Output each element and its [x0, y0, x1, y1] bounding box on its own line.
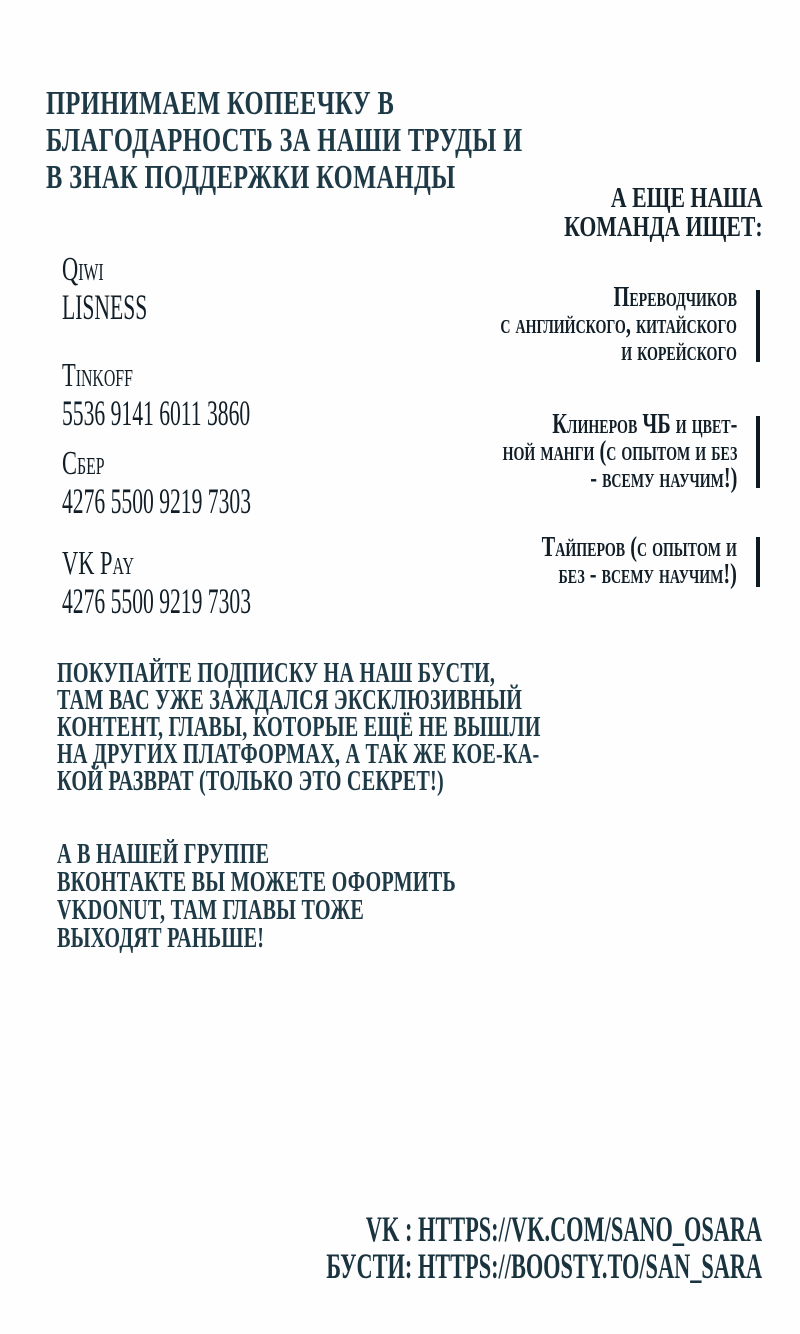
recruiting-item-line: - всему научим!)	[589, 462, 737, 494]
payment-method-name: Tinkoff	[62, 357, 133, 394]
donation-headline	[46, 85, 523, 196]
payment-method-name: Qiwi	[62, 251, 104, 288]
boosty-promo-line: ТАМ ВАС УЖЕ ЗАЖДАЛСЯ ЭКСКЛЮЗИВНЫЙ	[57, 685, 523, 716]
headline-line: ПРИНИМАЕМ КОПЕЕЧКУ В	[46, 85, 395, 122]
boosty-url-text: БУСТИ: HTTPS://BOOSTY.TO/SAN_SARA	[326, 1246, 762, 1286]
recruiting-title	[565, 184, 763, 242]
boosty-promo-line: КОНТЕНТ, ГЛАВЫ, КОТОРЫЕ ЕЩЁ НЕ ВЫШЛИ	[57, 712, 541, 743]
recruiting-item-line: Клинеров ЧБ и цвет-	[551, 408, 737, 440]
recruiting-item-line: ной манги (с опытом и без	[502, 435, 737, 467]
footer-links	[326, 1211, 762, 1285]
boosty-promo-line: ПОКУПАЙТЕ ПОДПИСКУ НА НАШ БУСТИ,	[57, 658, 496, 689]
boosty-promo-paragraph	[57, 660, 541, 795]
vk-promo-paragraph	[57, 841, 456, 953]
recruiting-item-line: без - всему научим!)	[558, 558, 737, 590]
recruiting-item-line: Переводчиков	[613, 281, 737, 313]
recruiting-item-divider-bar	[756, 290, 760, 362]
payment-card-number: 4276 5500 9219 7303	[62, 581, 251, 621]
payment-method-name: VK Pay	[62, 545, 134, 582]
recruiting-item-typesetters	[541, 531, 737, 590]
payment-card-number: 5536 9141 6011 3860	[62, 393, 251, 433]
payment-sber	[62, 446, 377, 520]
recruiting-item-line: с английского, китайского	[500, 308, 737, 340]
boosty-promo-line: КОЙ РАЗВРАТ (ТОЛЬКО ЭТО СЕКРЕТ!)	[57, 766, 444, 797]
recruiting-title-line: КОМАНДА ИЩЕТ:	[564, 211, 763, 243]
payment-vkpay	[62, 546, 377, 620]
payment-card-number: 4276 5500 9219 7303	[62, 481, 251, 521]
boosty-promo-line: НА ДРУГИХ ПЛАТФОРМАХ, А ТАК ЖЕ КОЕ-КА-	[57, 739, 540, 770]
payment-account: LISNESS	[62, 287, 148, 327]
recruiting-item-divider-bar	[756, 537, 760, 587]
recruiting-item-line: Тайперов (с опытом и	[541, 531, 737, 563]
vk-promo-line: VKDONUT, ТАМ ГЛАВЫ ТОЖЕ	[57, 895, 365, 926]
vk-promo-line: ВКОНТАКТЕ ВЫ МОЖЕТЕ ОФОРМИТЬ	[57, 867, 456, 898]
payment-qiwi	[62, 252, 204, 326]
payment-method-name: Сбер	[62, 445, 105, 482]
recruiting-item-cleaners	[502, 408, 737, 494]
vk-promo-line: ВЫХОДЯТ РАНЬШЕ!	[57, 923, 265, 954]
payment-tinkoff	[62, 358, 376, 432]
recruiting-item-divider-bar	[756, 416, 760, 488]
recruiting-item-translators	[500, 281, 737, 367]
recruiting-title-line: А ЕЩЕ НАША	[611, 182, 763, 214]
vk-promo-line: А В НАШЕЙ ГРУППЕ	[57, 839, 270, 870]
headline-line: БЛАГОДАРНОСТЬ ЗА НАШИ ТРУДЫ И	[46, 122, 523, 159]
recruiting-item-line: и корейского	[621, 335, 737, 367]
headline-line: В ЗНАК ПОДДЕРЖКИ КОМАНДЫ	[46, 159, 456, 196]
vk-url-text: VK : HTTPS://VK.COM/SANO_OSARA	[365, 1209, 762, 1249]
